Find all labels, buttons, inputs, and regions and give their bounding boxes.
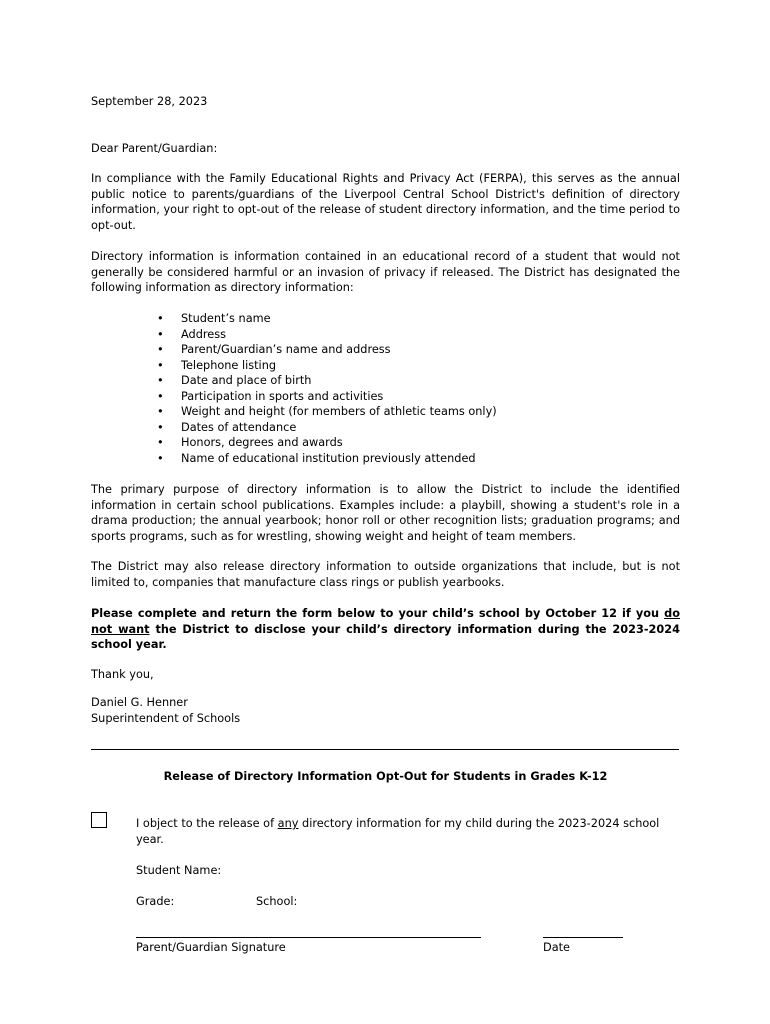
- signer-name: Daniel G. Henner: [91, 696, 188, 709]
- opt-out-checkbox[interactable]: [91, 812, 107, 828]
- bullet-icon: •: [157, 374, 164, 387]
- signature-label: Parent/Guardian Signature: [136, 941, 286, 954]
- list-item: • Name of educational institution previously attended: [157, 451, 476, 465]
- directory-information-list: [157, 311, 497, 466]
- opt-out-statement: I object to the release of any directory information for my child during the 2023-2024 school year.: [136, 817, 660, 846]
- signer-title: Superintendent of Schools: [91, 711, 241, 725]
- date-label: Date: [543, 941, 571, 954]
- list-item: • Parent/Guardian’s name and address: [157, 343, 391, 356]
- cut-line-divider: [91, 749, 679, 750]
- list-item: • Date and place of birth: [157, 374, 312, 387]
- form-title: Release of Directory Information Opt-Out for Students in Grades K-12: [163, 770, 608, 783]
- paragraph-directory-definition: Directory information is information contained in an educational record of a student that would not generally be considered harmful or an invasion of privacy if released. The District has designated the following information as directory information:: [91, 250, 680, 294]
- bullet-icon: •: [157, 312, 164, 325]
- list-item: • Student’s name: [157, 312, 271, 325]
- bullet-icon: •: [157, 451, 164, 465]
- grade-field[interactable]: Grade:: [136, 895, 175, 908]
- letter-closing: Thank you,: [91, 668, 154, 681]
- bullet-icon: •: [157, 327, 164, 341]
- list-item: • Dates of attendance: [157, 420, 297, 434]
- bullet-icon: •: [157, 343, 164, 356]
- emphasis-do-not-want: do not want: [91, 607, 680, 636]
- student-name-field[interactable]: Student Name:: [136, 864, 222, 877]
- letter-signature-block: [91, 695, 680, 726]
- list-item: • Honors, degrees and awards: [157, 436, 343, 449]
- signature-line[interactable]: [136, 937, 481, 938]
- list-item: • Participation in sports and activities: [157, 389, 384, 403]
- paragraph-ferpa-notice: In compliance with the Family Educational Rights and Privacy Act (FERPA), this serves as the annual public notice to parents/guardians of the Liverpool Central School District's definition of directory information, your right to opt-out of the release of student directory information, and the time period to opt-out.: [91, 172, 680, 232]
- date-line[interactable]: [543, 937, 623, 938]
- bullet-icon: •: [157, 420, 164, 434]
- list-item: • Address: [157, 327, 226, 341]
- paragraph-primary-purpose: The primary purpose of directory information is to allow the District to include the identified information in certain school publications. Examples include: a playbill, showing a student's role in a drama production; the annual yearbook; honor roll or other recognition lists; graduation programs; and sports programs, such as for wrestling, showing weight and height of team members.: [91, 483, 680, 543]
- return-deadline-notice: Please complete and return the form below to your child’s school by October 12 if you do not want the District to disclose your child’s directory information during the 2023-2024 school year.: [91, 607, 680, 651]
- bullet-icon: •: [157, 358, 164, 372]
- letter-greeting: Dear Parent/Guardian:: [91, 142, 218, 155]
- bullet-icon: •: [157, 436, 164, 449]
- list-item: • Telephone listing: [157, 358, 277, 372]
- emphasis-any: any: [277, 817, 299, 830]
- list-item: • Weight and height (for members of athletic teams only): [157, 405, 497, 418]
- bullet-icon: •: [157, 389, 164, 403]
- bullet-icon: •: [157, 405, 164, 418]
- letter-date: September 28, 2023: [91, 95, 208, 108]
- school-field[interactable]: School:: [256, 895, 298, 908]
- paragraph-outside-organizations: The District may also release directory information to outside organizations that include, but is not limited to, companies that manufacture class rings or publish yearbooks.: [91, 560, 680, 589]
